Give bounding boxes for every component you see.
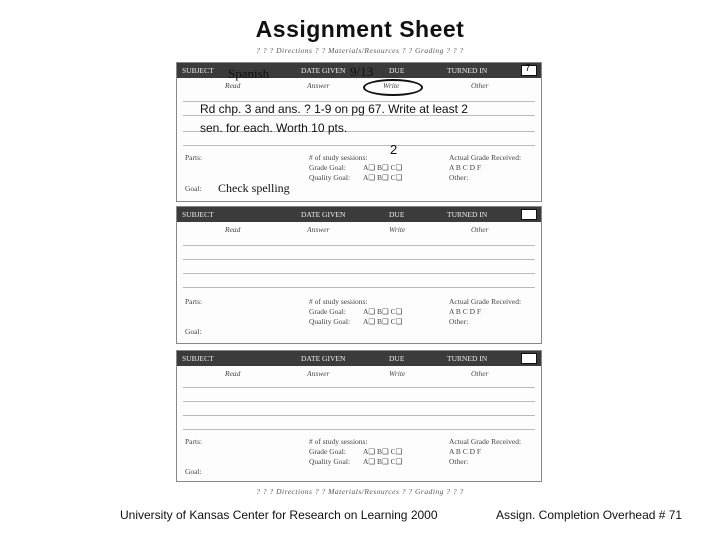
col-read: Read [225, 225, 241, 234]
quality-goal-options[interactable]: A❑ B❑ C❑ [363, 173, 403, 182]
other-label: Other: [449, 317, 469, 326]
quality-goal-label: Quality Goal: [309, 317, 351, 326]
assignment-line-1[interactable]: Rd chp. 3 and ans. ? 1-9 on pg 67. Write at least 2 [200, 102, 468, 116]
study-sessions-label: # of study sessions: [309, 297, 368, 306]
col-read: Read [225, 81, 241, 90]
quality-goal-options[interactable]: A❑ B❑ C❑ [363, 317, 403, 326]
grade-goal-label: Grade Goal: [309, 307, 346, 316]
page-title: Assignment Sheet [255, 16, 465, 42]
sheet-header [177, 351, 541, 366]
grade-goal-options[interactable]: A❑ B❑ C❑ [363, 163, 403, 172]
col-answer: Answer [307, 81, 330, 90]
due-label: DUE [389, 210, 405, 219]
parts-label: Parts: [185, 153, 203, 162]
turned-in-label: TURNED IN [447, 354, 488, 363]
quality-goal-label: Quality Goal: [309, 173, 351, 182]
subject-label: SUBJECT [182, 66, 214, 75]
grade-goal-label: Grade Goal: [309, 447, 346, 456]
quality-goal-label: Quality Goal: [309, 457, 351, 466]
grade-goal-options[interactable]: A❑ B❑ C❑ [363, 447, 403, 456]
grade-letters[interactable]: A B C D F [449, 163, 482, 172]
goal-label: Goal: [185, 184, 202, 193]
assignment-sheet-2 [176, 206, 542, 344]
grade-letters[interactable]: A B C D F [449, 307, 482, 316]
goal-label: Goal: [185, 467, 202, 476]
turned-in-checkbox[interactable] [521, 209, 537, 220]
grade-goal-options[interactable]: A❑ B❑ C❑ [363, 307, 403, 316]
grade-goal-label: Grade Goal: [309, 163, 346, 172]
date-given-label: DATE GIVEN [301, 66, 346, 75]
subject-label: SUBJECT [182, 354, 214, 363]
actual-grade-label: Actual Grade Received: [449, 297, 522, 306]
date-given-label: DATE GIVEN [301, 210, 346, 219]
date-given-label: DATE GIVEN [301, 354, 346, 363]
turned-in-label: TURNED IN [447, 66, 488, 75]
other-label: Other: [449, 173, 469, 182]
goal-value[interactable]: Check spelling [218, 181, 290, 195]
study-sessions-label: # of study sessions: [309, 153, 368, 162]
actual-grade-label: Actual Grade Received: [449, 153, 522, 162]
col-other: Other [471, 81, 489, 90]
study-sessions-label: # of study sessions: [309, 437, 368, 446]
due-label: DUE [389, 66, 405, 75]
parts-label: Parts: [185, 297, 203, 306]
col-write: Write [389, 225, 406, 234]
col-write: Write [389, 369, 406, 378]
col-answer: Answer [307, 225, 330, 234]
col-write: Write [383, 81, 400, 90]
parts-label: Parts: [185, 437, 203, 446]
assignment-sheet-3 [176, 350, 542, 482]
date-given-value[interactable]: 9/13 [350, 64, 374, 79]
directions-top: ? ? ? Directions ? ? Materials/Resources ? ? Grading ? ? ? [256, 46, 464, 55]
directions-bottom: ? ? ? Directions ? ? Materials/Resources ? ? Grading ? ? ? [256, 487, 464, 496]
subject-label: SUBJECT [182, 210, 214, 219]
assignment-line-2[interactable]: sen. for each. Worth 10 pts. [200, 121, 348, 135]
grade-letters[interactable]: A B C D F [449, 447, 482, 456]
footer-overhead-number: Assign. Completion Overhead # 71 [496, 508, 683, 522]
sheet-header [177, 207, 541, 222]
quality-goal-options[interactable]: A❑ B❑ C❑ [363, 457, 403, 466]
col-read: Read [225, 369, 241, 378]
col-other: Other [471, 369, 489, 378]
due-label: DUE [389, 354, 405, 363]
footer-credit: University of Kansas Center for Research on Learning 2000 [120, 508, 438, 522]
turned-in-mark: 7 [525, 63, 531, 74]
actual-grade-label: Actual Grade Received: [449, 437, 522, 446]
col-other: Other [471, 225, 489, 234]
col-answer: Answer [307, 369, 330, 378]
subject-value[interactable]: Spanish [228, 66, 270, 81]
turned-in-checkbox[interactable] [521, 353, 537, 364]
turned-in-label: TURNED IN [447, 210, 488, 219]
goal-label: Goal: [185, 327, 202, 336]
other-label: Other: [449, 457, 469, 466]
study-sessions-value[interactable]: 2 [390, 142, 398, 157]
